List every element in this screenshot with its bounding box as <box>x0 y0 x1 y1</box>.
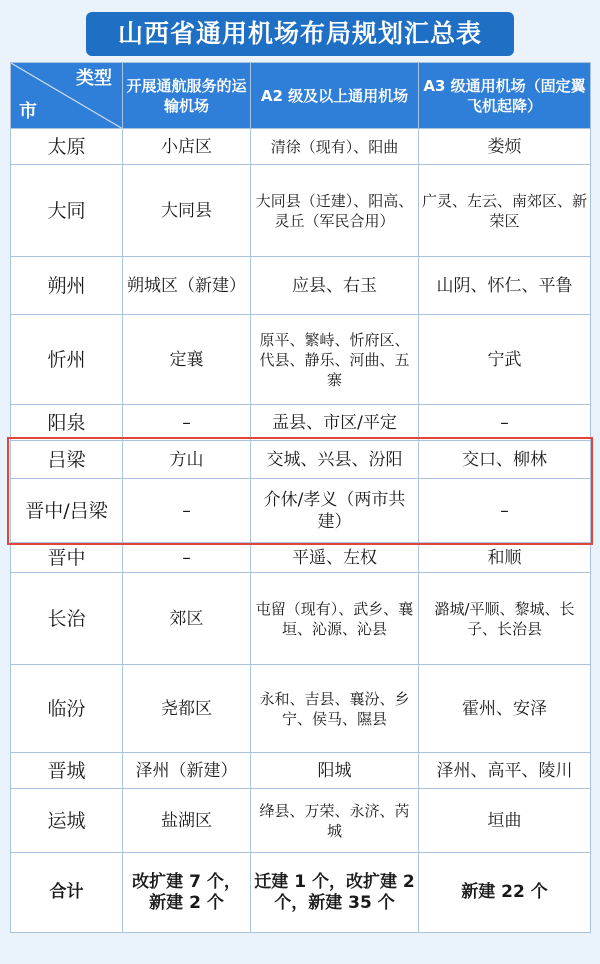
page-title: 山西省通用机场布局规划汇总表 <box>86 12 514 56</box>
total-transport: 改扩建 7 个，新建 2 个 <box>123 853 251 933</box>
transport-cell: 定襄 <box>123 315 251 405</box>
a3-cell: 娄烦 <box>419 129 591 165</box>
transport-cell: 尧都区 <box>123 665 251 753</box>
city-cell: 临汾 <box>11 665 123 753</box>
table-row <box>11 573 591 665</box>
a3-cell: – <box>419 479 591 543</box>
a3-cell: – <box>419 405 591 441</box>
col-header-transport: 开展通航服务的运输机场 <box>123 63 251 129</box>
a3-cell: 和顺 <box>419 543 591 573</box>
table-row <box>11 543 591 573</box>
total-label: 合计 <box>11 853 123 933</box>
transport-cell: 郊区 <box>123 573 251 665</box>
table-row <box>11 315 591 405</box>
a3-cell: 宁武 <box>419 315 591 405</box>
city-cell: 吕梁 <box>11 441 123 479</box>
city-cell: 朔州 <box>11 257 123 315</box>
a2-cell: 介休/孝义（两市共建） <box>251 479 419 543</box>
a3-cell: 山阴、怀仁、平鲁 <box>419 257 591 315</box>
a2-cell: 盂县、市区/平定 <box>251 405 419 441</box>
a3-cell: 垣曲 <box>419 789 591 853</box>
transport-cell: 盐湖区 <box>123 789 251 853</box>
a3-cell: 潞城/平顺、黎城、长子、长治县 <box>419 573 591 665</box>
city-cell: 晋中 <box>11 543 123 573</box>
airport-plan-table <box>10 62 591 933</box>
table-row <box>11 665 591 753</box>
table-row <box>11 789 591 853</box>
total-a3: 新建 22 个 <box>419 853 591 933</box>
table-row <box>11 405 591 441</box>
corner-city-label: 市 <box>19 101 37 122</box>
transport-cell: 泽州（新建） <box>123 753 251 789</box>
a2-cell: 屯留（现有）、武乡、襄垣、沁源、沁县 <box>251 573 419 665</box>
city-cell: 运城 <box>11 789 123 853</box>
total-row <box>11 853 591 933</box>
transport-cell: 大同县 <box>123 165 251 257</box>
a2-cell: 平遥、左权 <box>251 543 419 573</box>
transport-cell: 朔城区（新建） <box>123 257 251 315</box>
a3-cell: 交口、柳林 <box>419 441 591 479</box>
city-cell: 忻州 <box>11 315 123 405</box>
a2-cell: 应县、右玉 <box>251 257 419 315</box>
a2-cell: 大同县（迁建）、阳高、灵丘（军民合用） <box>251 165 419 257</box>
corner-header <box>11 63 123 129</box>
a3-cell: 广灵、左云、南郊区、新荣区 <box>419 165 591 257</box>
a2-cell: 阳城 <box>251 753 419 789</box>
city-cell: 晋城 <box>11 753 123 789</box>
a3-cell: 霍州、安泽 <box>419 665 591 753</box>
city-cell: 长治 <box>11 573 123 665</box>
a2-cell: 永和、吉县、襄汾、乡宁、侯马、隰县 <box>251 665 419 753</box>
table-row <box>11 257 591 315</box>
a2-cell: 清徐（现有）、阳曲 <box>251 129 419 165</box>
table-row <box>11 441 591 479</box>
a2-cell: 绛县、万荣、永济、芮城 <box>251 789 419 853</box>
title-wrap <box>0 6 600 58</box>
col-header-a3: A3 级通用机场（固定翼飞机起降） <box>419 63 591 129</box>
total-a2: 迁建 1 个，改扩建 2 个，新建 35 个 <box>251 853 419 933</box>
a2-cell: 交城、兴县、汾阳 <box>251 441 419 479</box>
transport-cell: 小店区 <box>123 129 251 165</box>
header-row <box>11 63 591 129</box>
a2-cell: 原平、繁峙、忻府区、代县、静乐、河曲、五寨 <box>251 315 419 405</box>
table-row <box>11 165 591 257</box>
transport-cell: – <box>123 479 251 543</box>
table-row <box>11 753 591 789</box>
city-cell: 大同 <box>11 165 123 257</box>
transport-cell: – <box>123 543 251 573</box>
city-cell: 晋中/吕梁 <box>11 479 123 543</box>
city-cell: 阳泉 <box>11 405 123 441</box>
transport-cell: – <box>123 405 251 441</box>
col-header-a2: A2 级及以上通用机场 <box>251 63 419 129</box>
a3-cell: 泽州、高平、陵川 <box>419 753 591 789</box>
corner-type-label: 类型 <box>76 68 112 89</box>
table-row <box>11 479 591 543</box>
transport-cell: 方山 <box>123 441 251 479</box>
city-cell: 太原 <box>11 129 123 165</box>
table-row <box>11 129 591 165</box>
